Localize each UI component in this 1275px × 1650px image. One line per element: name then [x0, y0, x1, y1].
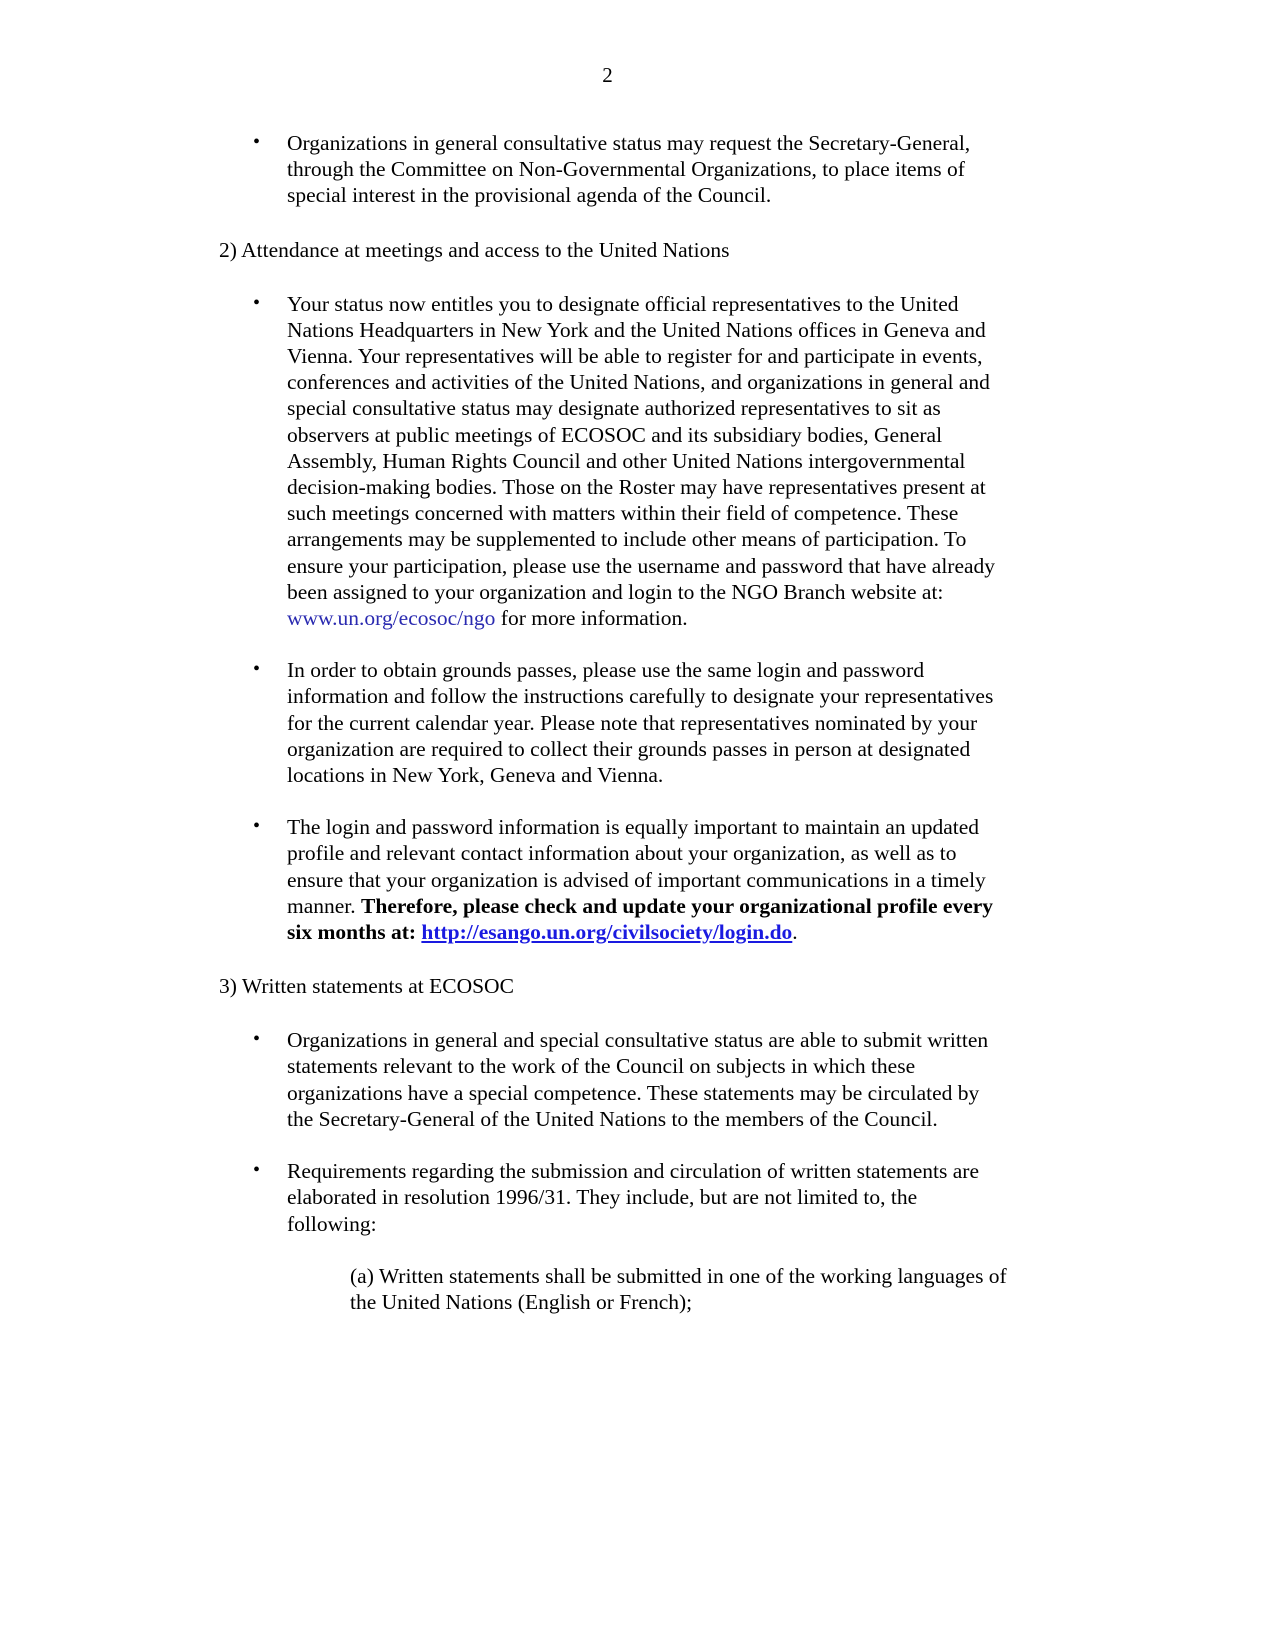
page-number: 2: [602, 63, 613, 87]
list-item: [219, 814, 1009, 945]
document-body: [219, 130, 1009, 1315]
list-item-text: [287, 814, 1009, 945]
paragraph-text-before-link: Your status now entitles you to designate official representatives to the United Nations Headquarters in New York and the United Nations offices in Geneva and Vienna. Your representatives will be able to register for and participate in events, conferences and activities of the United Nations, and organizations in general and special consultative status may designate authorized representatives to sit as observers at public meetings of ECOSOC and its subsidiary bodies, General Assembly, Human Rights Council and other United Nations intergovernmental decision-making bodies. Those on the Roster may have representatives present at such meetings concerned with matters within their field of competence. These arrangements may be supplemented to include other means of participation. To ensure your participation, please use the username and password that have already been assigned to your organization and login to the NGO Branch website at:: [287, 291, 996, 604]
list-item-text: [287, 291, 1009, 632]
list-item-text: Requirements regarding the submission and circulation of written statements are elaborated in resolution 1996/31. They include, but are not limited to, the following:: [287, 1159, 979, 1236]
spacer: [219, 999, 1009, 1027]
spacer: [219, 209, 1009, 237]
spacer: [219, 1237, 1009, 1263]
bullet-icon: •: [253, 1159, 261, 1182]
list-item: [219, 1027, 1009, 1132]
paragraph-text-before-bold: The login and password information is equally important to maintain an updated profile and relevant contact information about your organization, as well as to ensure that your organization is advised of important communications in a timely manner.: [287, 815, 986, 918]
spacer: [219, 263, 1009, 291]
ngo-branch-link[interactable]: www.un.org/ecosoc/ngo: [287, 606, 496, 631]
emphasis-text: Therefore, please check and update your organizational profile every six months at:: [287, 893, 994, 945]
list-item: [219, 657, 1009, 788]
list-item-text: Organizations in general consultative status may request the Secretary-General, through the Committee on Non-Governmental Organizations, to place items of special interest in the provisional agenda of the Council.: [287, 131, 971, 208]
bullet-icon: •: [253, 658, 261, 681]
spacer: [219, 631, 1009, 657]
list-item-text: Organizations in general and special consultative status are able to submit written statements relevant to the work of the Council on subjects in which these organizations have a special competence. These statements may be circulated by the Secretary-General of the United Nations to the members of the Council.: [287, 1028, 989, 1131]
bullet-icon: •: [253, 291, 261, 314]
list-item-text: In order to obtain grounds passes, please use the same login and password information and follow the instructions carefully to designate your representatives for the current calendar year. Please note that representatives nominated by your organization are required to collect their grounds passes in person at designated locations in New York, Geneva and Vienna.: [287, 658, 994, 788]
section-heading-2: 2) Attendance at meetings and access to the United Nations: [219, 237, 730, 262]
bullet-icon: •: [253, 131, 261, 153]
section-heading-3: 3) Written statements at ECOSOC: [219, 974, 514, 999]
bullet-icon: •: [253, 1028, 261, 1051]
paragraph-text-after-link: .: [792, 920, 798, 945]
esango-login-link[interactable]: http://esango.un.org/civilsociety/login.do: [421, 920, 793, 945]
list-item: [219, 1158, 1009, 1237]
list-item: [219, 130, 1009, 209]
bullet-icon: •: [253, 815, 261, 838]
spacer: [219, 945, 1009, 973]
spacer: [219, 1132, 1009, 1158]
list-item: [219, 291, 1009, 632]
paragraph-text-after-link: for more information.: [495, 606, 688, 631]
spacer: [219, 788, 1009, 814]
sub-paragraph-a: (a) Written statements shall be submitted in one of the working languages of the United Nations (English or French);: [350, 1263, 1007, 1314]
